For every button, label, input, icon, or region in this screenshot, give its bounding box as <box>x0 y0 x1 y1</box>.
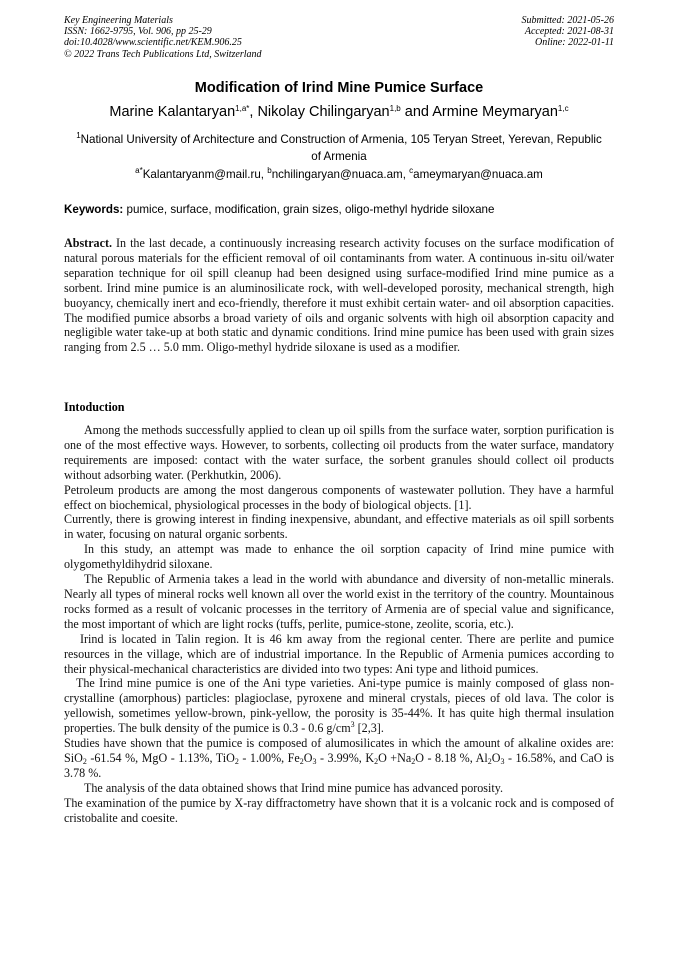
abstract <box>64 236 614 355</box>
author-affiliation-mark: 1,c <box>557 104 569 113</box>
keywords <box>64 203 494 216</box>
keywords-text: pumice, surface, modification, grain sizes, oligo-methyl hydride siloxane <box>123 203 495 216</box>
journal-copyright: © 2022 Trans Tech Publications Ltd, Switzerland <box>64 48 262 60</box>
paragraph: The Irind mine pumice is one of the Ani type varieties. Ani-type pumice is mainly composed of glass non-crystalline (amorphous) particles: plagioclase, pyroxene and mineral crystals, pieces of old lava. The color is yellowish, sometimes yellow-brown, pink-yellow, the porosity is 35-44%. It has quite high thermal insulation properties. The bulk density of the pumice is 0.3 - 0.6 $g/cm^3$ [2,3]. <box>64 676 614 736</box>
journal-issn: ISSN: 1662-9795, Vol. 906, pp 25-29 <box>64 26 212 38</box>
abstract-label: Abstract. <box>64 236 113 250</box>
submitted-date: Submitted: 2021-05-26 <box>521 15 614 26</box>
paragraph: Petroleum products are among the most dangerous components of wastewater pollution. They have a harmful effect on biochemical, physiological processes in the body of biological objects. [1]. <box>64 482 614 512</box>
abstract-text: In the last decade, a continuously increasing research activity focuses on the surface modification of natural porous materials for the efficient removal of oil contaminants from water. A continuous in-situ oil/water separation technique for oil spill cleanup had been designed using surface-modified Irind mine pumice as a sorbent. Irind mine pumice is an aluminosilicate rock, with well-developed porosity, mechanical strength, high buoyancy, chemically inert and eco-friendly, therefore it must exhibit certain water- and oil absorption capacities. The modified pumice absorbs a broad variety of oils and organic solvents with high oil absorption capacity and negligible water take-up at both static and dynamic conditions. Irind mine pumice has been used with grain sizes ranging from 2.5 … 5.0 mm. Oligo-methyl hydride siloxane is used as a modifier. <box>64 236 614 355</box>
email-link[interactable]: Kalantaryanm@mail.ru, <box>142 168 268 181</box>
author-affiliation-mark: 1,b <box>389 104 401 113</box>
paragraph: The Republic of Armenia takes a lead in the world with abundance and diversity of non-metallic minerals. Nearly all types of mineral rocks well known all over the world exist in the territory of the country. Mountainous rocks formed as a result of volcanic processes in the territory of Armenia are of special value and significance, the most important of which are light rocks (tuffs, perlite, pumice-stone, zeolite, scoria, etc.). <box>64 572 614 631</box>
paragraph: Irind is located in Talin region. It is 46 km away from the regional center. There are perlite and pumice resources in the village, which are of industrial importance. In the Republic of Armenia pumices according to their physical-mechanical characteristics are divided into two types: Ani type and lithoid pumices. <box>64 631 614 676</box>
paragraph: The examination of the pumice by X-ray diffractometry have shown that it is a volcanic rock and is composed of cristobalite and coesite. <box>64 795 614 825</box>
paragraph: Currently, there is growing interest in finding inexpensive, abundant, and effective materials as oil spill sorbents in water, focusing on natural organic sorbents. <box>64 512 614 542</box>
paper-title: Modification of Irind Mine Pumice Surface <box>194 80 484 96</box>
paragraph: Among the methods successfully applied to clean up oil spills from the surface water, sorption purification is one of the most effective ways. However, to sorbents, collecting oil products from the water surface, mandatory requirements are imposed: contact with the water surface, the sorbent granules should collect oil products without adsorbing water. (Perkhutkin, 2006). <box>64 423 614 482</box>
journal-doi[interactable]: doi:10.4028/www.scientific.net/KEM.906.25 <box>64 37 242 49</box>
accepted-date: Accepted: 2021-08-31 <box>524 26 614 38</box>
journal-info <box>64 15 262 60</box>
affiliation: $^1$National University of Architecture and Construction of Armenia, 105 Teryan Street, Yerevan, Republic of Armenia <box>76 131 602 163</box>
email-link[interactable]: nchilingaryan@nuaca.am, <box>271 168 410 181</box>
author-affiliation-mark: 1,a* <box>235 104 250 113</box>
submission-dates <box>522 15 615 49</box>
introduction-body <box>64 423 614 825</box>
author-name: Armine Meymaryan <box>432 104 558 120</box>
paragraph: In this study, an attempt was made to enhance the oil sorption capacity of Irind mine pumice with olygomethyldihydrid siloxane. <box>64 542 614 572</box>
journal-name: Key Engineering Materials <box>64 15 173 26</box>
online-date: Online: 2022-01-11 <box>535 37 614 49</box>
author-name: Nikolay Chilingaryan <box>257 104 390 120</box>
keywords-label: Keywords: <box>64 203 124 216</box>
email-link[interactable]: ameymaryan@nuaca.am <box>413 168 543 181</box>
paragraph: The analysis of the data obtained shows that Irind mine pumice has advanced porosity. <box>84 780 504 795</box>
author-name: Marine Kalantaryan <box>109 104 236 120</box>
author-list: Marine Kalantaryan$^{1,a*}$, Nikolay Chilingaryan$^{1,b}$ and Armine Meymaryan$^{1,c}$ <box>109 104 569 120</box>
paragraph: Studies have shown that the pumice is composed of alumosilicates in which the amount of alkaline oxides are: SiO$_2$ -61.54 %, MgO - 1.13%, TiO$_2$ - 1.00%, $Fe_2O_3 - 3.99\%$, $K_2O +Na_2O - 8.18$ %, $Al_2O_3 - 16.58\%$, and CaO is 3.78 %. <box>64 736 615 780</box>
section-heading: Intoduction <box>64 400 125 414</box>
author-emails: $^{a*}$Kalantaryanm@mail.ru, $^b$nchilingaryan@nuaca.am, $^c$ameymaryan@nuaca.am <box>135 166 543 181</box>
